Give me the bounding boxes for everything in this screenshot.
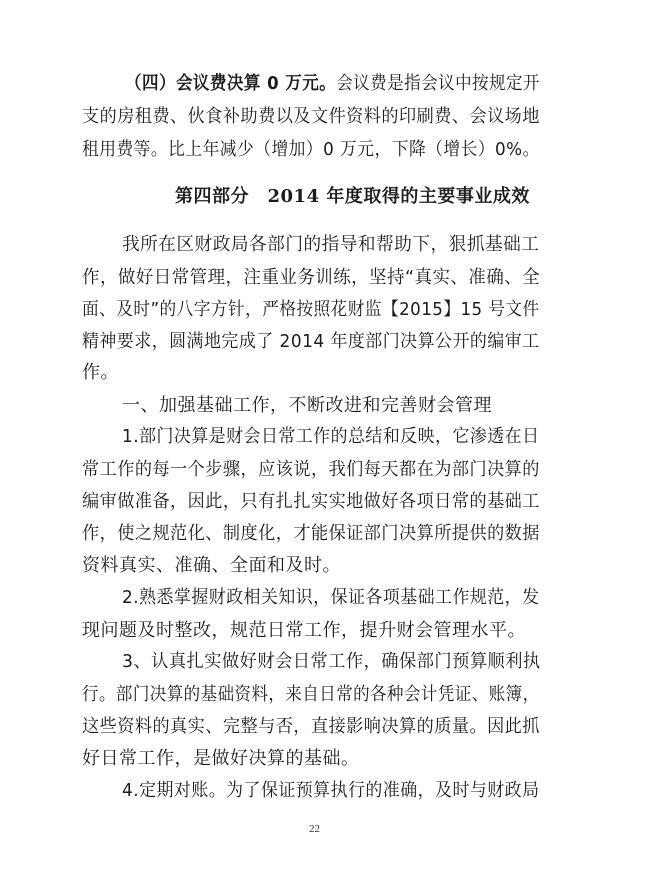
intro-line-5: 作。 [82,362,119,383]
section-heading-one: 一、加强基础工作，不断改进和完善财会管理 [122,395,492,416]
meeting-fee-line-3: 租用费等。比上年减少（增加）0 万元，下降（增长）0%。 [82,139,540,160]
item3-line-4: 好日常工作，是做好决算的基础。 [82,748,360,769]
item1-line-4: 作，使之规范化、制度化，才能保证部门决算所提供的数据 [82,523,540,544]
meeting-fee-line-1 [125,75,540,93]
item3-line-3: 这些资料的真实、完整与否，直接影响决算的质量。因此抓 [82,716,540,737]
meeting-fee-text: 会议费是指会议中按规定开 [336,73,540,94]
item1-line-2: 常工作的每一个步骤，应该说，我们每天都在为部门决算的 [82,459,540,480]
intro-line-4: 精神要求，圆满地完成了 2014 年度部门决算公开的编审工 [82,331,540,352]
item3-line-1: 3、认真扎实做好财会日常工作，确保部门预算顺利执 [122,651,541,672]
item1-line-3: 编审做准备，因此，只有扎扎实实地做好各项日常的基础工 [82,491,540,512]
intro-line-2: 作，做好日常管理，注重业务训练，坚持“真实、准确、全 [82,267,541,288]
item2-line-1: 2.熟悉掌握财政相关知识，保证各项基础工作规范，发 [122,587,540,608]
item1-line-1: 1.部门决算是财会日常工作的总结和反映，它渗透在日 [122,426,540,447]
item2-line-2: 现问题及时整改，规范日常工作，提升财会管理水平。 [82,620,526,641]
item3-line-2: 行。部门决算的基础资料，来自日常的各种会计凭证、账簿， [82,684,540,705]
intro-line-3: 面、及时”的八字方针，严格按照花财监【2015】15 号文件 [82,299,540,320]
item1-line-5: 资料真实、准确、全面和及时。 [82,555,341,576]
page-number: 22 [309,823,320,835]
intro-line-1: 我所在区财政局各部门的指导和帮助下，狠抓基础工 [122,234,540,255]
meeting-fee-line-2: 支的房租费、伙食补助费以及文件资料的印刷费、会议场地 [82,106,540,127]
item4-line-1: 4.定期对账。为了保证预算执行的准确，及时与财政局 [122,780,540,801]
part-four-title: 第四部分 2014 年度取得的主要事业成效 [175,186,530,207]
meeting-fee-heading: （四）会议费决算 0 万元。 [125,73,337,94]
